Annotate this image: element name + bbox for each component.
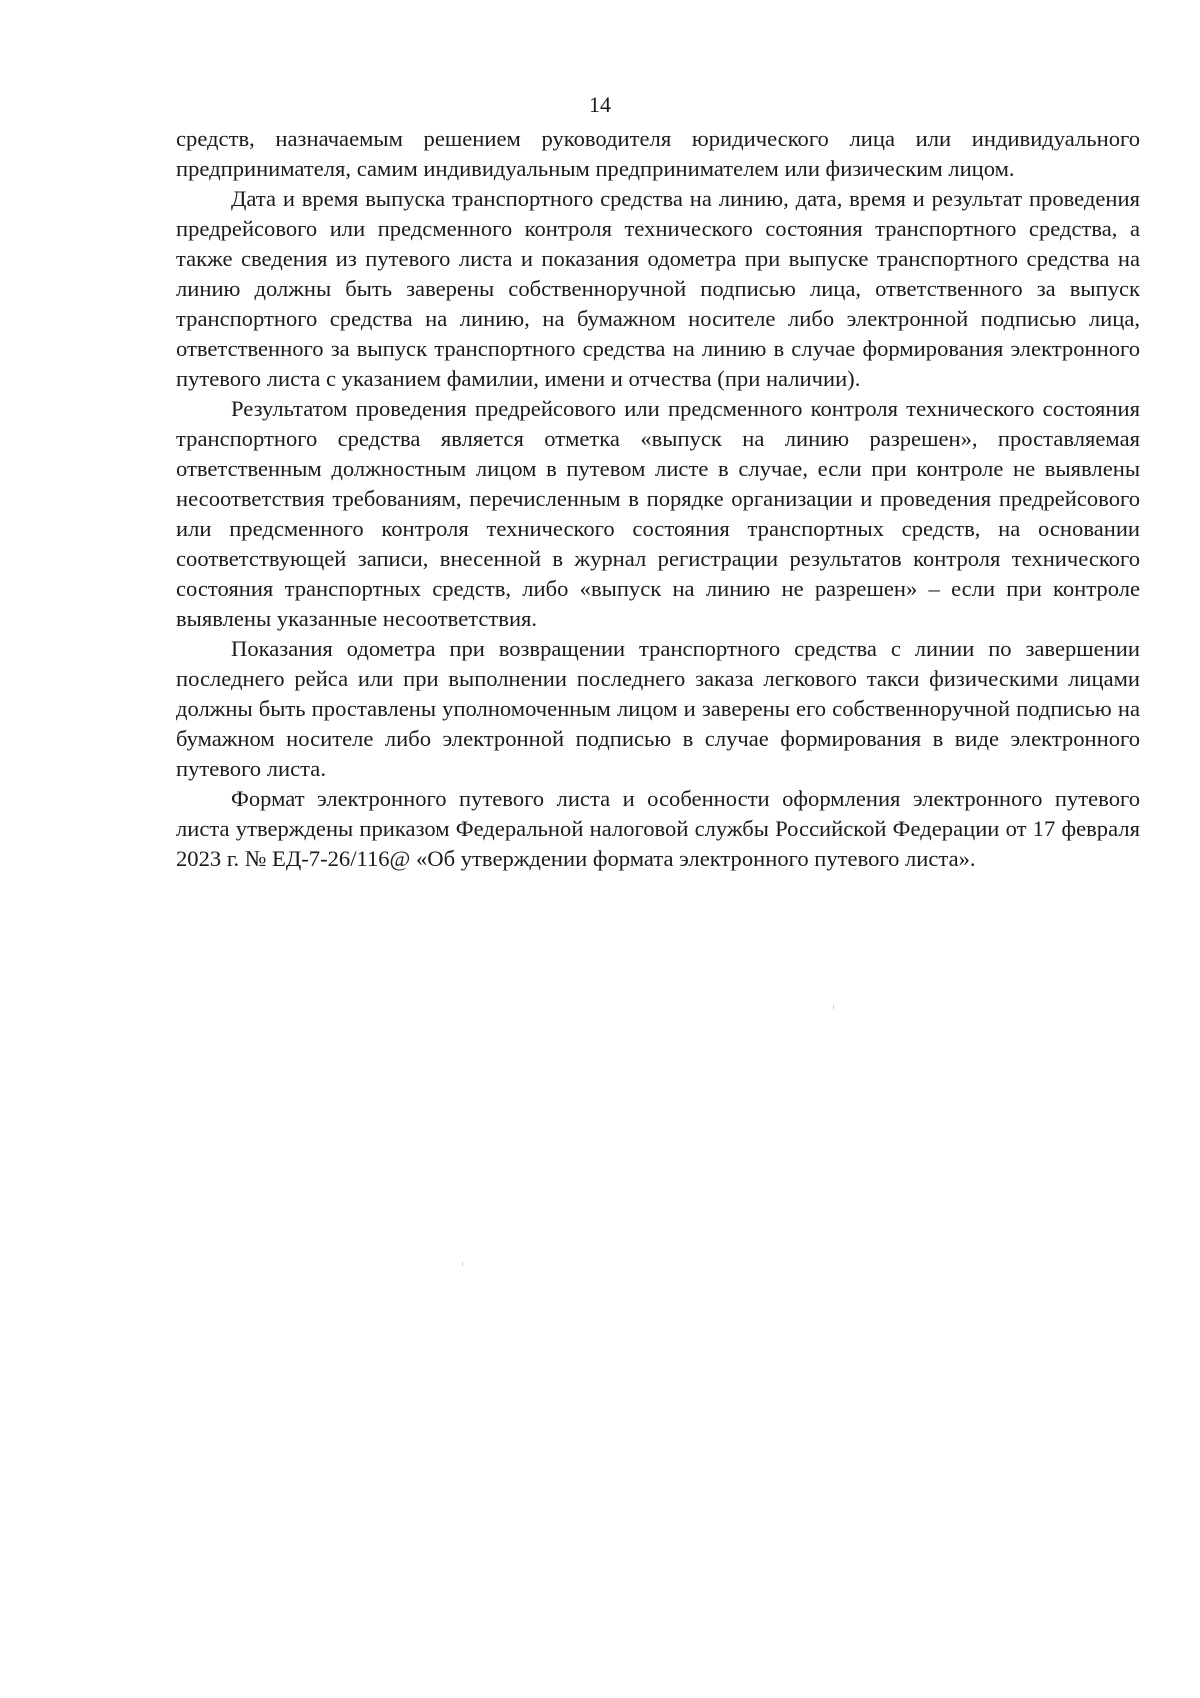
paragraph-continuation: средств, назначаемым решением руководителя юридического лица или индивидуального предпринимателя, самим индивидуальным предпринимателем или физическим лицом.: [176, 126, 1140, 181]
paragraph-electronic-format: Формат электронного путевого листа и особенности оформления электронного путевого листа утверждены приказом Федеральной налоговой службы Российской Федерации от 17 февраля 2023 г. № ЕД-7-26/116@ «Об утверждении формата электронного путевого листа».: [176, 786, 1140, 871]
document-body: [176, 124, 1140, 874]
paragraph-inspection-result: Результатом проведения предрейсового или предсменного контроля технического состояния транспортного средства является отметка «выпуск на линию разрешен», проставляемая ответственным должностным лицом в путевом листе в случае, если при контроле не выявлены несоответствия требованиям, перечисленным в порядке организации и проведения предрейсового или предсменного контроля технического состояния транспортных средств, на основании соответствующей записи, внесенной в журнал регистрации результатов контроля технического состояния транспортных средств, либо «выпуск на линию не разрешен» – если при контроле выявлены указанные несоответствия.: [176, 396, 1140, 631]
paragraph-odometer-return: Показания одометра при возвращении транспортного средства с линии по завершении последнего рейса или при выполнении последнего заказа легкового такси физическими лицами должны быть проставлены уполномоченным лицом и заверены его собственноручной подписью на бумажном носителе либо электронной подписью в случае формирования в виде электронного путевого листа.: [176, 636, 1140, 781]
paragraph-release-signature: Дата и время выпуска транспортного средства на линию, дата, время и результат проведения предрейсового или предсменного контроля технического состояния транспортного средства, а также сведения из путевого листа и показания одометра при выпуске транспортного средства на линию должны быть заверены собственноручной подписью лица, ответственного за выпуск транспортного средства на линию, на бумажном носителе либо электронной подписью лица, ответственного за выпуск транспортного средства на линию в случае формирования электронного путевого листа с указанием фамилии, имени и отчества (при наличии).: [176, 186, 1140, 391]
scan-artifact: [462, 1262, 463, 1266]
scan-artifact: [833, 1005, 834, 1009]
page-number: 14: [589, 92, 611, 117]
